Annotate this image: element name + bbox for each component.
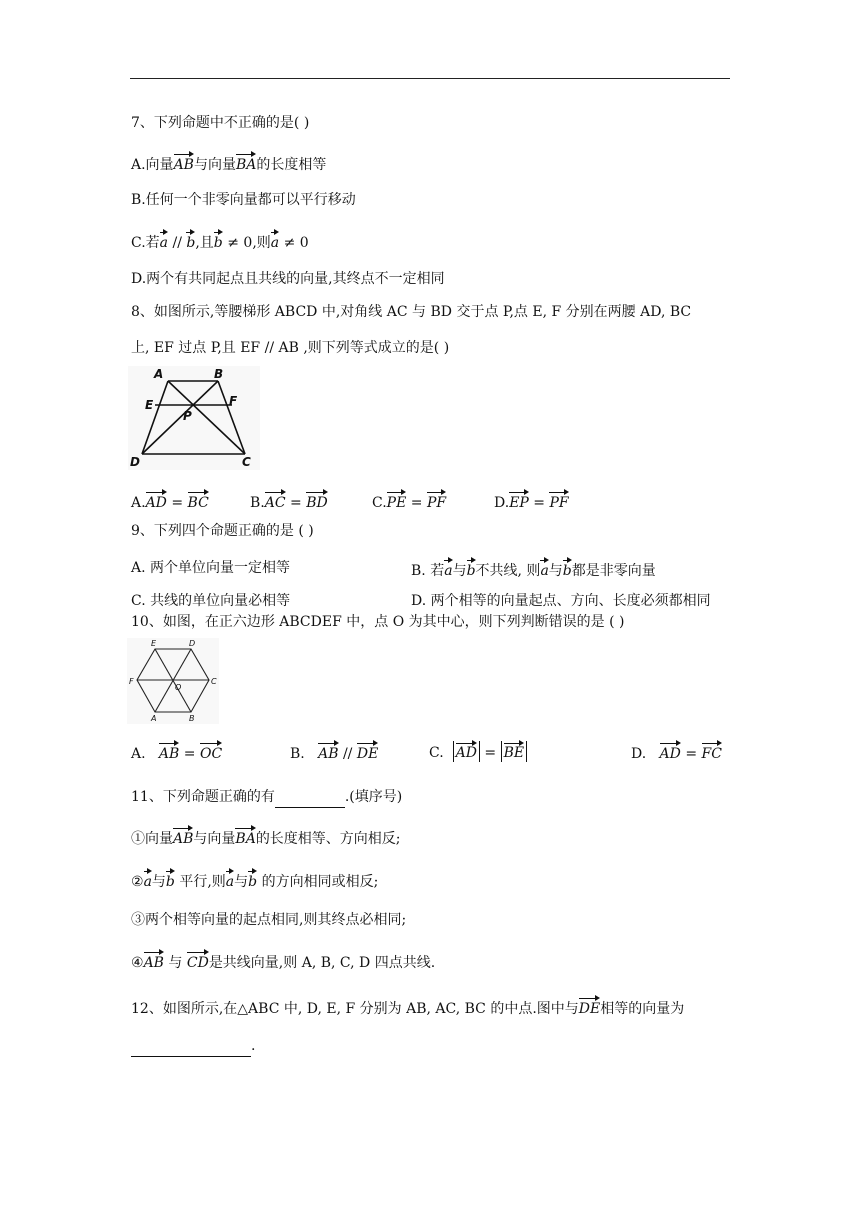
q11-item-2: ②a与b 平行,则a与b 的方向相同或相反; bbox=[131, 869, 378, 892]
fig10-label: F bbox=[129, 677, 134, 686]
vector-ba: BA bbox=[236, 152, 256, 175]
q8-option-a: A.AD = BC bbox=[131, 490, 209, 513]
q9-option-b: B. 若a与b不共线, 则a与b都是非零向量 bbox=[411, 558, 656, 581]
fig10-label: D bbox=[189, 639, 196, 648]
q12-stem: 12、如图所示,在△ABC 中, D, E, F 分别为 AB, AC, BC 的中点.图中与DE相等的向量为 bbox=[131, 996, 684, 1019]
fig8-label: F bbox=[229, 394, 238, 408]
fig8-label: C bbox=[242, 455, 251, 469]
fig10-label: E bbox=[151, 639, 157, 648]
q10-option-a: A. AB = OC bbox=[131, 741, 222, 764]
q9-option-d: D. 两个相等的向量起点、方向、长度必须都相同 bbox=[411, 593, 711, 609]
fig8-label: B bbox=[214, 367, 224, 381]
q8-option-d: D.EP = PF bbox=[494, 490, 569, 513]
q9-option-a: A. 两个单位向量一定相等 bbox=[131, 560, 291, 576]
vector-ab: AB bbox=[174, 152, 194, 175]
q10-option-b: B. AB // DE bbox=[290, 741, 378, 764]
fig8-label: P bbox=[183, 409, 192, 423]
hexagon-figure bbox=[127, 638, 219, 724]
q11-stem: 11、下列命题正确的有 .(填序号) bbox=[131, 787, 402, 808]
q8-option-c: C.PE = PF bbox=[372, 490, 446, 513]
q8-stem-line2: 上, EF 过点 P,且 EF // AB ,则下列等式成立的是( ) bbox=[131, 340, 450, 356]
q11-item-4: ④AB 与 CD是共线向量,则 A, B, C, D 四点共线. bbox=[131, 950, 435, 973]
q9-option-c: C. 共线的单位向量必相等 bbox=[131, 593, 291, 609]
q10-option-d: D. AD = FC bbox=[631, 741, 722, 764]
header-rule bbox=[130, 78, 730, 79]
fig10-label: C bbox=[211, 677, 217, 686]
fig8-label: E bbox=[145, 398, 154, 412]
q7-option-a: A.向量AB与向量BA的长度相等 bbox=[131, 152, 326, 175]
q7-option-b: B.任何一个非零向量都可以平行移动 bbox=[131, 192, 356, 208]
q12-answer-line: . bbox=[131, 1036, 255, 1057]
trapezoid-figure bbox=[128, 366, 260, 470]
q11-item-1: ①向量AB与向量BA的长度相等、方向相反; bbox=[131, 826, 401, 849]
answer-blank[interactable] bbox=[131, 1036, 251, 1057]
q11-item-3: ③两个相等向量的起点相同,则其终点必相同; bbox=[131, 912, 407, 928]
q7-option-d: D.两个有共同起点且共线的向量,其终点不一定相同 bbox=[131, 271, 445, 287]
fig8-label: A bbox=[154, 367, 164, 381]
q10-stem: 10、如图，在正六边形 ABCDEF 中，点 O 为其中心，则下列判断错误的是 ( ) bbox=[131, 614, 625, 630]
fig10-label: O bbox=[175, 683, 182, 692]
fig10-label: B bbox=[189, 714, 195, 723]
answer-blank[interactable] bbox=[275, 787, 345, 808]
q8-option-b: B.AC = BD bbox=[250, 490, 328, 513]
q7-option-c: C.若a // b,且b ≠ 0,则a ≠ 0 bbox=[131, 230, 309, 253]
fig8-label: D bbox=[130, 455, 140, 469]
q10-option-c: C. AD = BE bbox=[429, 741, 527, 763]
q9-stem: 9、下列四个命题正确的是 ( ) bbox=[131, 523, 314, 539]
q8-stem-line1: 8、如图所示,等腰梯形 ABCD 中,对角线 AC 与 BD 交于点 P,点 E, F 分别在两腰 AD, BC bbox=[131, 304, 692, 320]
fig10-label: A bbox=[151, 714, 157, 723]
q7-stem: 7、下列命题中不正确的是( ) bbox=[131, 115, 310, 131]
